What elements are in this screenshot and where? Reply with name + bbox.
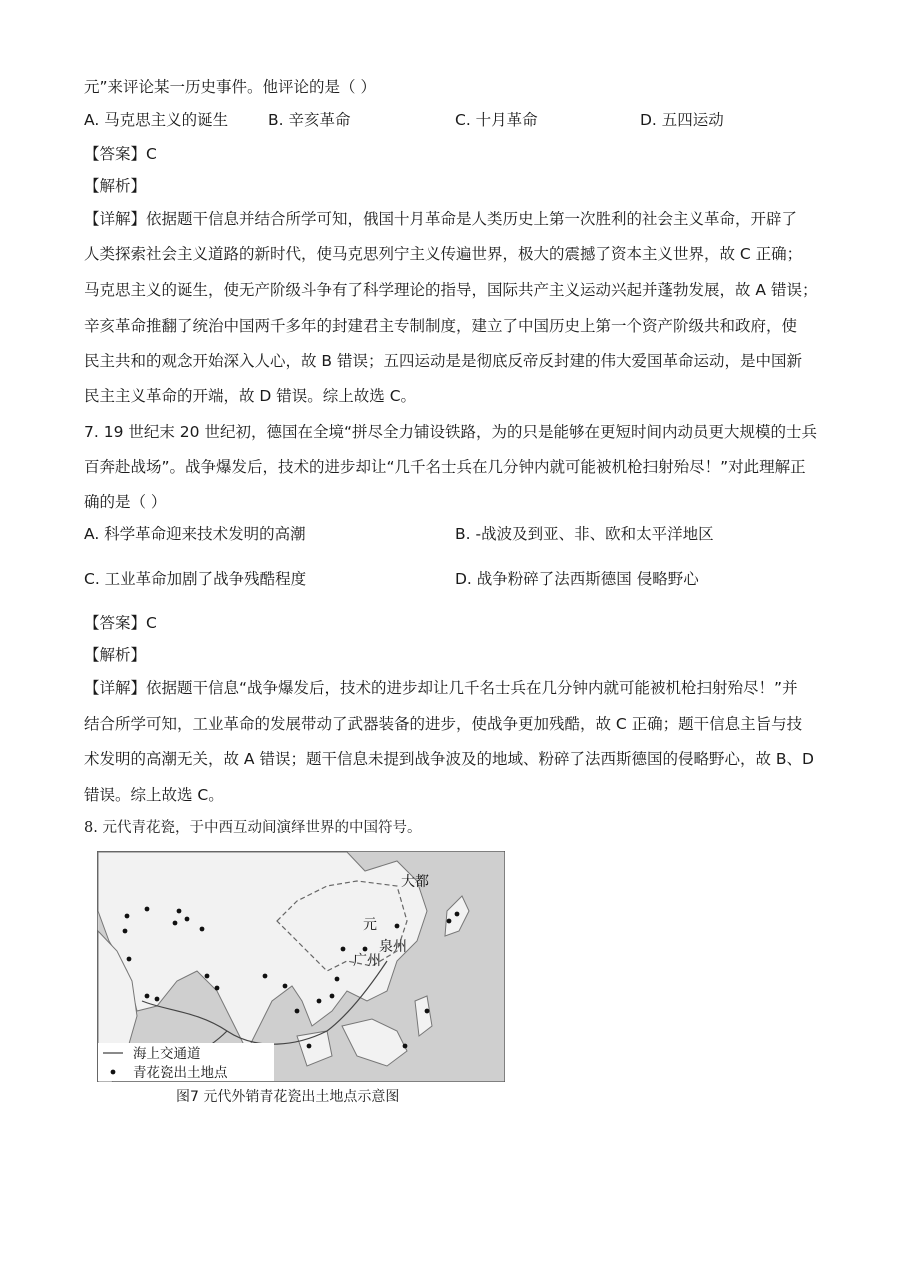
q6-detail-line: 民主共和的观念开始深入人心，故 B 错误；五四运动是是彻底反帝反封建的伟大爱国革命运动，是中国新	[84, 352, 802, 370]
q6-option-a: A. 马克思主义的诞生	[84, 111, 229, 129]
map-figure	[97, 851, 505, 1082]
label-dadu: 大都	[401, 874, 429, 890]
label-yuan: 元	[363, 917, 377, 933]
q7-stem-line: 百奔赴战场”。战争爆发后，技术的进步却让“几千名士兵在几分钟内就可能被机枪扫射殆尽！”对此理解正	[84, 458, 806, 476]
q6-detail-line: 民主主义革命的开端，故 D 错误。综上故选 C。	[84, 387, 417, 405]
q6-analysis-label: 【解析】	[84, 177, 147, 195]
q6-option-b: B. 辛亥革命	[268, 111, 351, 129]
figure-caption: 图7 元代外销青花瓷出土地点示意图	[176, 1089, 400, 1105]
q7-answer: 【答案】C	[84, 614, 157, 632]
q6-detail-line: 人类探索社会主义道路的新时代，使马克思列宁主义传遍世界，极大的震撼了资本主义世界，故 C 正确；	[84, 245, 803, 263]
q7-detail-line: 结合所学可知，工业革命的发展带动了武器装备的进步，使战争更加残酷，故 C 正确；题干信息主旨与技	[84, 715, 803, 733]
q8-stem: 8. 元代青花瓷，于中西互动间演绎世界的中国符号。	[84, 820, 422, 836]
q7-stem-line: 确的是（ ）	[84, 493, 167, 511]
q6-stem-tail: 元”来评论某一历史事件。他评论的是（ ）	[84, 78, 376, 96]
q7-option-b: B. -战波及到亚、非、欧和太平洋地区	[455, 525, 714, 543]
q7-detail-line: 术发明的高潮无关，故 A 错误；题干信息未提到战争波及的地域、粉碎了法西斯德国的侵略野心，故 B、D	[84, 750, 814, 768]
q7-option-c: C. 工业革命加剧了战争残酷程度	[84, 570, 307, 588]
legend-route-label: 海上交通道	[133, 1046, 201, 1062]
legend-site-symbol	[111, 1070, 116, 1075]
q6-detail-line: 辛亥革命推翻了统治中国两千多年的封建君主专制制度，建立了中国历史上第一个资产阶级共和政府，使	[84, 317, 798, 335]
q7-detail-line: 错误。综上故选 C。	[84, 786, 224, 804]
q6-detail-line: 【详解】依据题干信息并结合所学可知，俄国十月革命是人类历史上第一次胜利的社会主义革命，开辟了	[84, 210, 798, 228]
q7-detail-line: 【详解】依据题干信息“战争爆发后，技术的进步却让几千名士兵在几分钟内就可能被机枪扫射殆尽！”并	[84, 679, 798, 697]
q6-answer: 【答案】C	[84, 145, 157, 163]
q6-option-c: C. 十月革命	[455, 111, 538, 129]
label-quanzhou: 泉州	[379, 939, 407, 955]
q7-option-d: D. 战争粉碎了法西斯德国 侵略野心	[455, 570, 699, 588]
q6-detail-line: 马克思主义的诞生，使无产阶级斗争有了科学理论的指导，国际共产主义运动兴起并蓬勃发展，故 A 错误；	[84, 281, 818, 299]
legend-site-label: 青花瓷出土地点	[133, 1065, 228, 1081]
q7-analysis-label: 【解析】	[84, 646, 147, 664]
label-guangzhou: 广州	[353, 953, 381, 969]
q7-stem-line: 7. 19 世纪末 20 世纪初，德国在全境“拼尽全力铺设铁路，为的只是能够在更短时间内动员更大规模的士兵	[84, 423, 817, 441]
q7-option-a: A. 科学革命迎来技术发明的高潮	[84, 525, 306, 543]
q6-option-d: D. 五四运动	[640, 111, 724, 129]
